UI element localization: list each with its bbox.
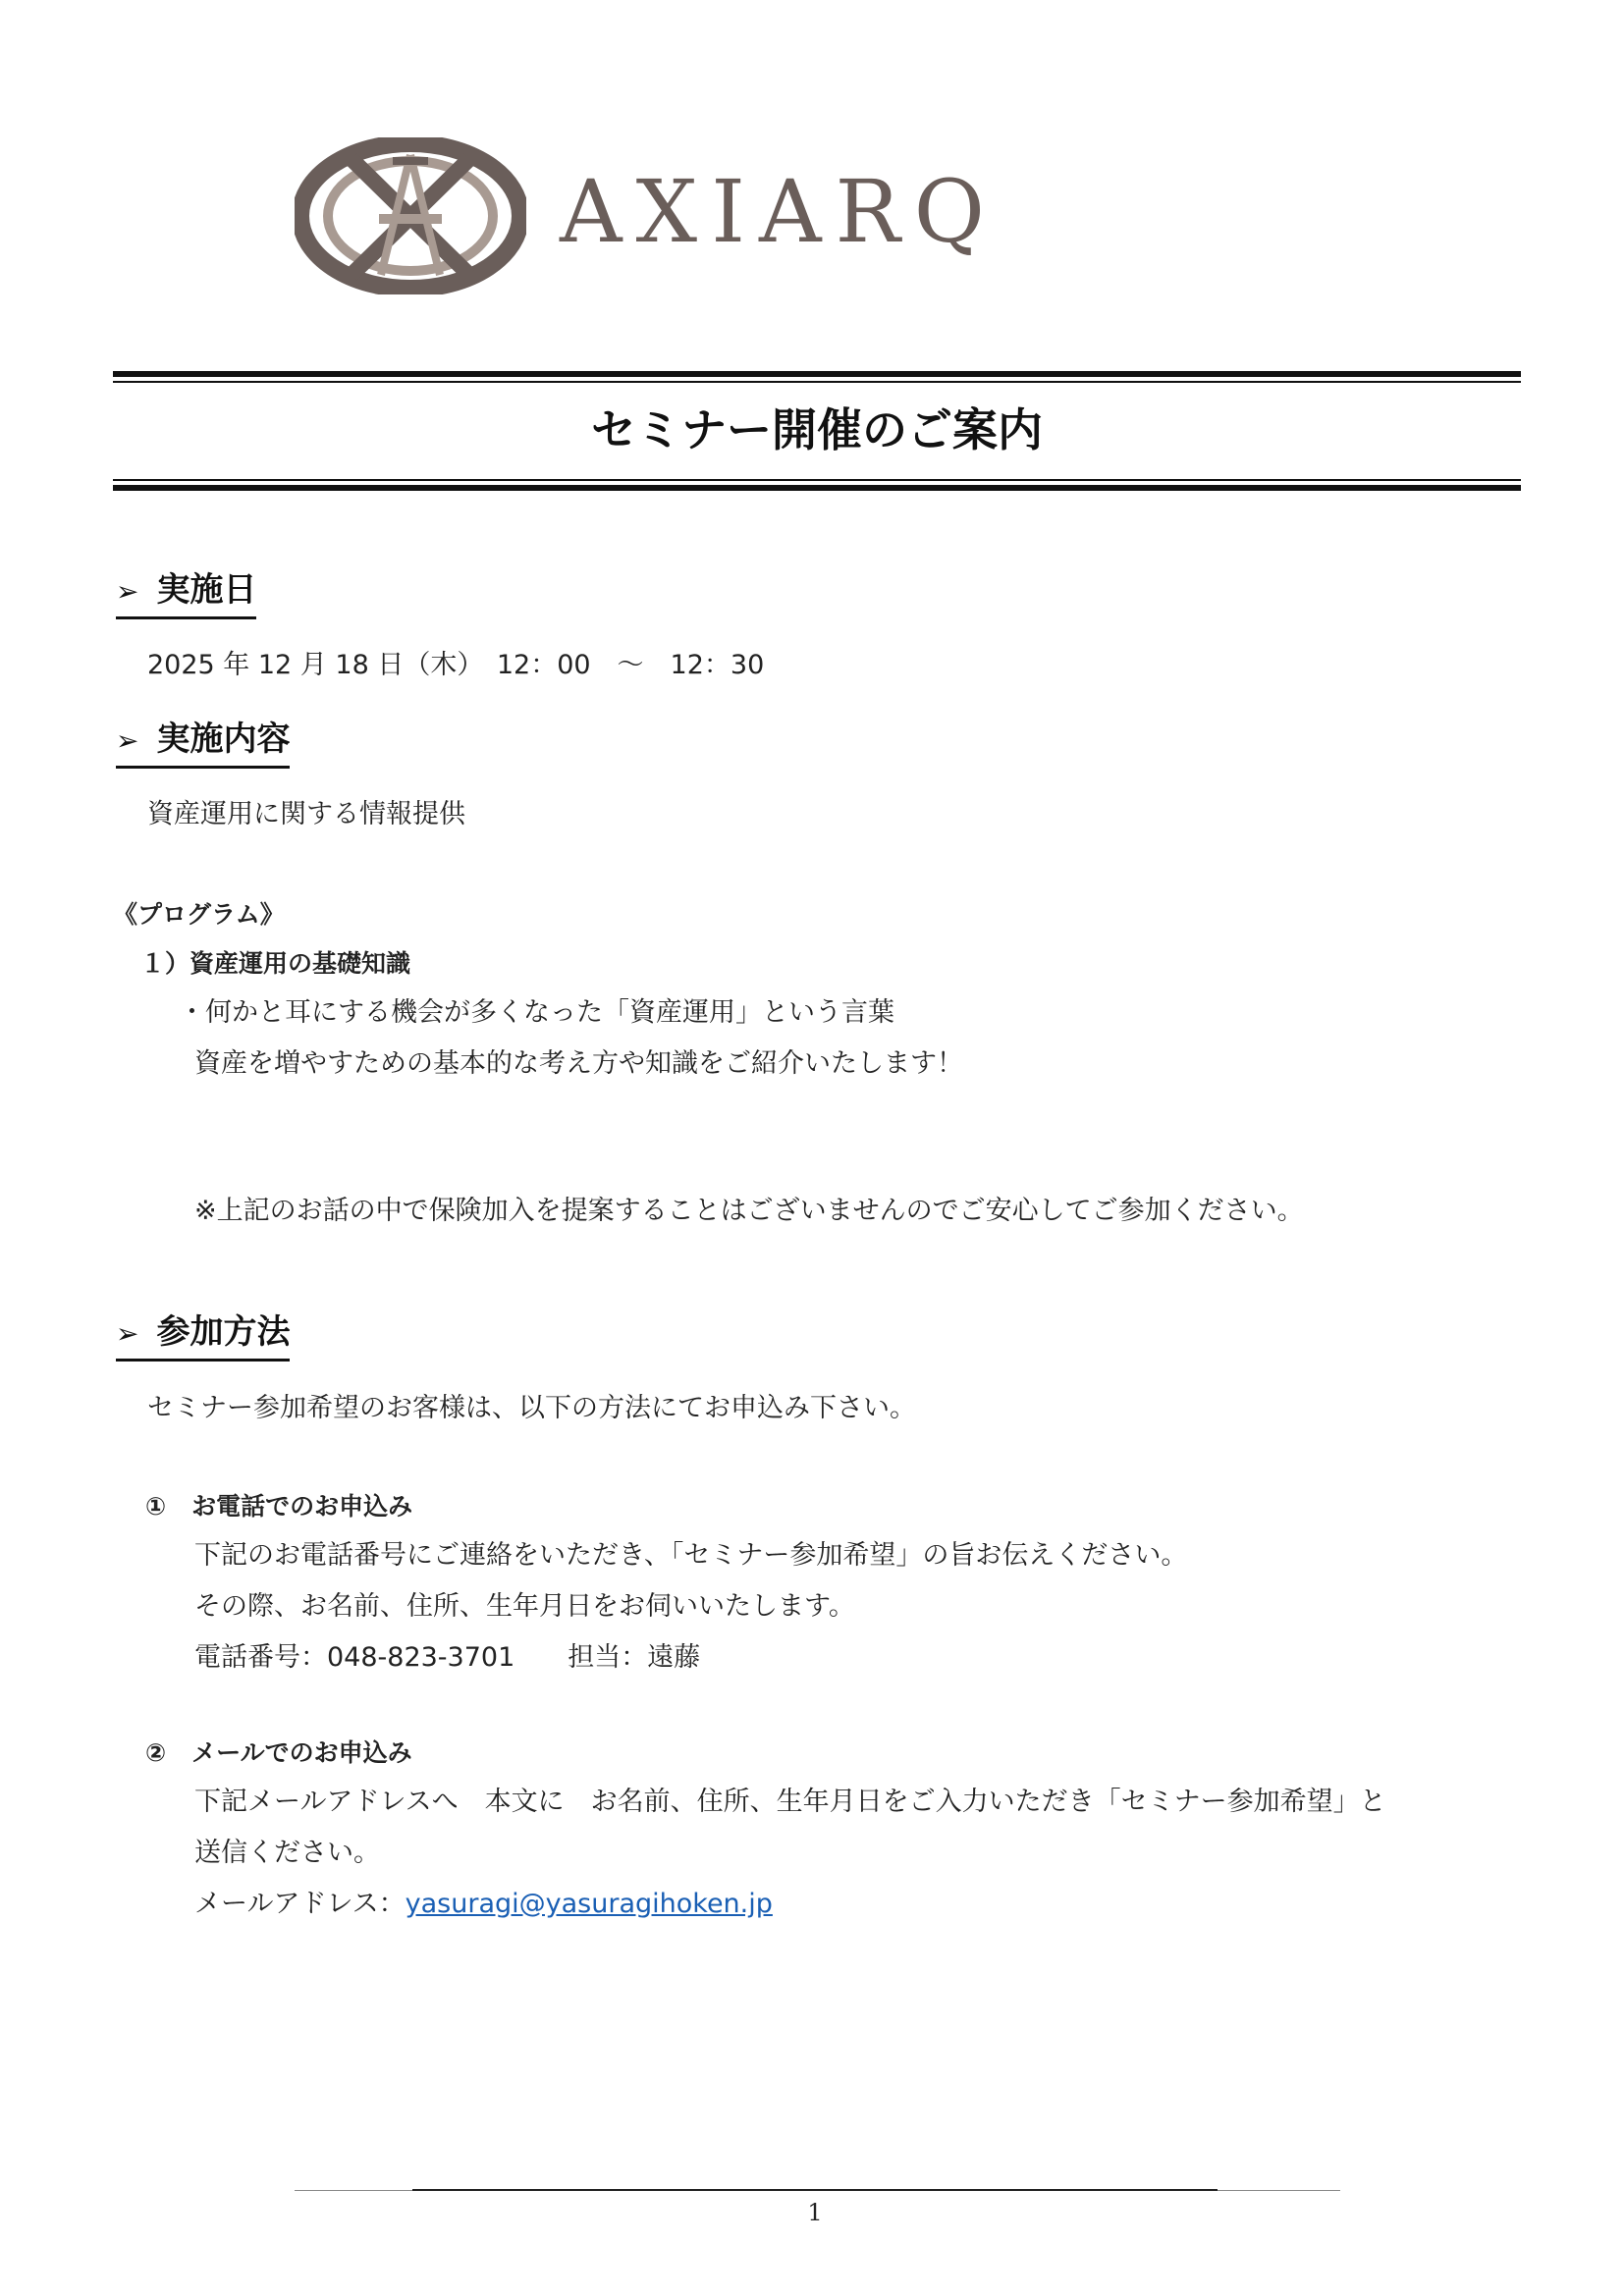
mail-address-label: メールアドレス： xyxy=(194,1889,406,1919)
content-summary: 資産運用に関する情報提供 xyxy=(147,799,465,829)
event-date: 2025 年 12 月 18 日（木） 12：00 ～ 12：30 xyxy=(147,650,765,680)
logo-wordmark: AXIARQ xyxy=(560,161,999,262)
mail-address-row xyxy=(194,1885,773,1924)
program-item-line-1: ・何かと耳にする機会が多くなった「資産運用」という言葉 xyxy=(179,997,894,1028)
footer-rule-inner xyxy=(412,2189,1218,2191)
mail-method-label: メールでのお申込み xyxy=(191,1738,412,1767)
mail-line-2: 送信ください。 xyxy=(194,1838,380,1868)
section-heading-content xyxy=(116,717,290,769)
mail-address-link[interactable]: yasuragi@yasuragihoken.jp xyxy=(405,1889,773,1919)
company-logo xyxy=(295,130,1070,306)
phone-method-number: ① xyxy=(145,1492,167,1521)
program-item-title: １）資産運用の基礎知識 xyxy=(140,949,411,978)
program-item-line-2: 資産を増やすための基本的な考え方や知識をご紹介いたします！ xyxy=(194,1048,963,1079)
section-heading-date xyxy=(116,567,256,619)
arrowhead-icon: ➢ xyxy=(116,1317,139,1350)
arrowhead-icon: ➢ xyxy=(116,724,139,757)
phone-line-2: その際、お名前、住所、生年月日をお伺いいたします。 xyxy=(194,1591,855,1622)
title-rule-bottom-thin xyxy=(113,479,1521,481)
arrowhead-icon: ➢ xyxy=(116,575,139,608)
title-rule-top-thin xyxy=(113,381,1521,383)
phone-method-title xyxy=(145,1487,412,1526)
section-heading-content-label: 実施内容 xyxy=(156,720,291,759)
program-label: 《プログラム》 xyxy=(113,900,285,929)
phone-line-1: 下記のお電話番号にご連絡をいただき、「セミナー参加希望」の旨お伝えください。 xyxy=(194,1540,1188,1571)
logo-emblem xyxy=(295,137,526,294)
section-heading-join-label: 参加方法 xyxy=(156,1312,291,1352)
page-title: セミナー開催のご案内 xyxy=(591,403,1043,456)
mail-method-title xyxy=(145,1734,412,1773)
mail-line-1: 下記メールアドレスへ 本文に お名前、住所、生年月日をご入力いただき「セミナー参加希望」と xyxy=(194,1787,1386,1817)
mail-method-number: ② xyxy=(145,1738,167,1767)
join-intro: セミナー参加希望のお客様は、以下の方法にてお申込み下さい。 xyxy=(147,1393,916,1423)
phone-method-label: お電話でのお申込み xyxy=(191,1492,413,1521)
phone-contact: 電話番号：048-823-3701 担当：遠藤 xyxy=(194,1642,701,1673)
program-note: ※上記のお話の中で保険加入を提案することはございませんのでご安心してご参加ください。 xyxy=(194,1196,1304,1226)
section-heading-date-label: 実施日 xyxy=(156,570,257,610)
title-rule-bottom xyxy=(113,485,1521,491)
page-number: 1 xyxy=(807,2199,823,2226)
section-heading-join xyxy=(116,1309,290,1362)
title-rule-top xyxy=(113,371,1521,377)
